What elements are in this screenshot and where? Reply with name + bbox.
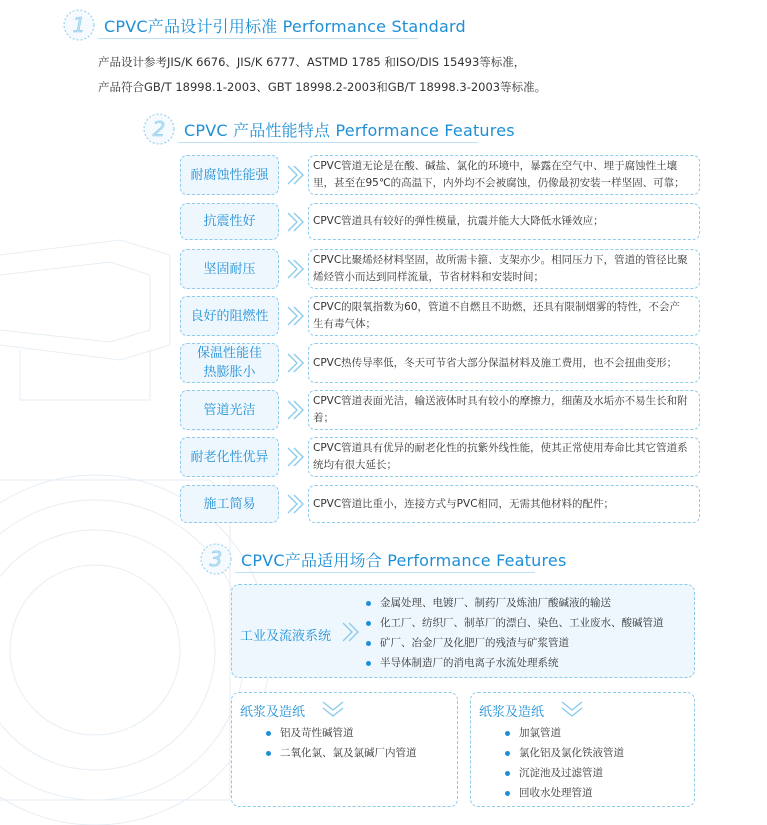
feature-description: CPVC管道具有较好的弹性模量，抗震并能大大降低水锤效应； xyxy=(313,215,604,227)
feature-description: CPVC管道表面光洁，输送液体时具有较小的摩擦力，细菌及水垢亦不易生长和附着； xyxy=(313,395,688,424)
feature-description: CPVC比聚烯烃材料坚固，故所需卡箍、支架亦少。相同压力下，管道的管径比聚烯烃管小而达到同样流量，节省材料和安装时间； xyxy=(313,254,688,283)
section-3-header xyxy=(199,542,567,576)
list-item: 矿厂、冶金厂及化肥厂的残渣与矿浆管道 xyxy=(366,633,664,653)
feature-description-box xyxy=(308,296,700,336)
list-item: 加氯管道 xyxy=(505,723,624,743)
chevron-right-icon xyxy=(282,397,308,423)
svg-text:2: 2 xyxy=(152,117,166,141)
section-2-header xyxy=(142,112,515,146)
feature-description: CPVC的限氧指数为60，管道不自燃且不助燃，还具有限制烟雾的特性，不会产生有毒气体； xyxy=(313,301,681,330)
section-1-title: CPVC产品设计引用标准 Performance Standard xyxy=(104,16,466,36)
feature-row xyxy=(180,155,700,195)
feature-title: 良好的阻燃性 xyxy=(180,296,279,336)
list-item: 二氧化氯、氯及氯碱厂内管道 xyxy=(266,743,417,763)
chevron-right-icon xyxy=(337,619,363,645)
section-1-header xyxy=(62,8,466,42)
feature-description: CPVC热传导率低，冬天可节省大部分保温材料及施工费用，也不会扭曲变形； xyxy=(313,356,678,369)
standard-line-1: 产品设计参考JIS/K 6676、JIS/K 6777、ASTMD 1785 和ISO/DIS 15493等标准， xyxy=(98,55,526,69)
chevron-right-icon xyxy=(282,444,308,470)
feature-row xyxy=(180,343,700,383)
chevron-right-icon xyxy=(282,303,308,329)
chevron-down-icon xyxy=(320,699,346,719)
paper-list-left xyxy=(266,723,417,763)
svg-text:3: 3 xyxy=(209,547,223,571)
number-badge-3 xyxy=(199,542,233,576)
feature-row xyxy=(180,249,700,289)
chevron-right-icon xyxy=(282,350,308,376)
feature-row xyxy=(180,203,700,240)
list-item: 铝及苛性碱管道 xyxy=(266,723,417,743)
feature-description: CPVC管道无论是在酸、碱盐、氯化的环境中，暴露在空气中、埋于腐蚀性土壤里，甚至在95℃的高温下，内外均不会被腐蚀，仍像最初安装一样坚固、可靠； xyxy=(313,160,685,189)
number-badge-1 xyxy=(62,8,96,42)
chevron-right-icon xyxy=(282,162,308,188)
number-badge-2 xyxy=(142,112,176,146)
feature-row xyxy=(180,437,700,477)
industrial-label: 工业及流液系统 xyxy=(240,629,332,644)
feature-title: 抗震性好 xyxy=(180,203,279,240)
feature-description-box xyxy=(308,155,700,195)
paper-application-box-left xyxy=(231,692,458,807)
feature-description: CPVC管道具有优异的耐老化性的抗紫外线性能，使其正常使用寿命比其它管道系统均有很大延长； xyxy=(313,442,688,471)
feature-description-box xyxy=(308,390,700,430)
paper-application-box-right xyxy=(470,692,695,807)
industrial-list xyxy=(366,593,664,673)
list-item: 回收水处理管道 xyxy=(505,783,624,803)
list-item: 金属处理、电镀厂、制药厂及炼油厂酸碱液的输送 xyxy=(366,593,664,613)
list-item: 半导体制造厂的消电离子水流处理系统 xyxy=(366,653,664,673)
chevron-down-icon xyxy=(559,699,585,719)
svg-text:1: 1 xyxy=(72,13,86,37)
feature-title: 管道光洁 xyxy=(180,390,279,430)
feature-title: 坚固耐压 xyxy=(180,249,279,289)
chevron-right-icon xyxy=(282,209,308,235)
paper-label-right: 纸浆及造纸 xyxy=(479,705,545,720)
feature-row xyxy=(180,296,700,336)
section-2-title: CPVC 产品性能特点 Performance Features xyxy=(184,120,515,140)
feature-description-box xyxy=(308,343,700,383)
feature-title: 保温性能佳 热膨胀小 xyxy=(180,343,279,383)
feature-description-box xyxy=(308,437,700,477)
feature-title: 耐老化性优异 xyxy=(180,437,279,477)
list-item: 沉淀池及过滤管道 xyxy=(505,763,624,783)
standard-line-2: 产品符合GB/T 18998.1-2003、GBT 18998.2-2003和GB/T 18998.3-2003等标准。 xyxy=(98,80,547,94)
feature-title: 施工简易 xyxy=(180,485,279,523)
feature-description-box xyxy=(308,249,700,289)
feature-description-box xyxy=(308,203,700,240)
feature-description-box xyxy=(308,485,700,523)
section-3-title: CPVC产品适用场合 Performance Features xyxy=(241,550,567,570)
list-item: 氯化铝及氯化铁液管道 xyxy=(505,743,624,763)
paper-label-left: 纸浆及造纸 xyxy=(240,705,306,720)
feature-row xyxy=(180,390,700,430)
list-item: 化工厂、纺织厂、制革厂的漂白、染色、工业废水、酸碱管道 xyxy=(366,613,664,633)
paper-list-right xyxy=(505,723,624,803)
feature-title: 耐腐蚀性能强 xyxy=(180,155,279,195)
feature-row xyxy=(180,485,700,523)
chevron-right-icon xyxy=(282,256,308,282)
chevron-right-icon xyxy=(282,491,308,517)
feature-description: CPVC管道比重小，连接方式与PVC相同，无需其他材料的配件； xyxy=(313,497,615,510)
industrial-application-box xyxy=(231,584,695,678)
